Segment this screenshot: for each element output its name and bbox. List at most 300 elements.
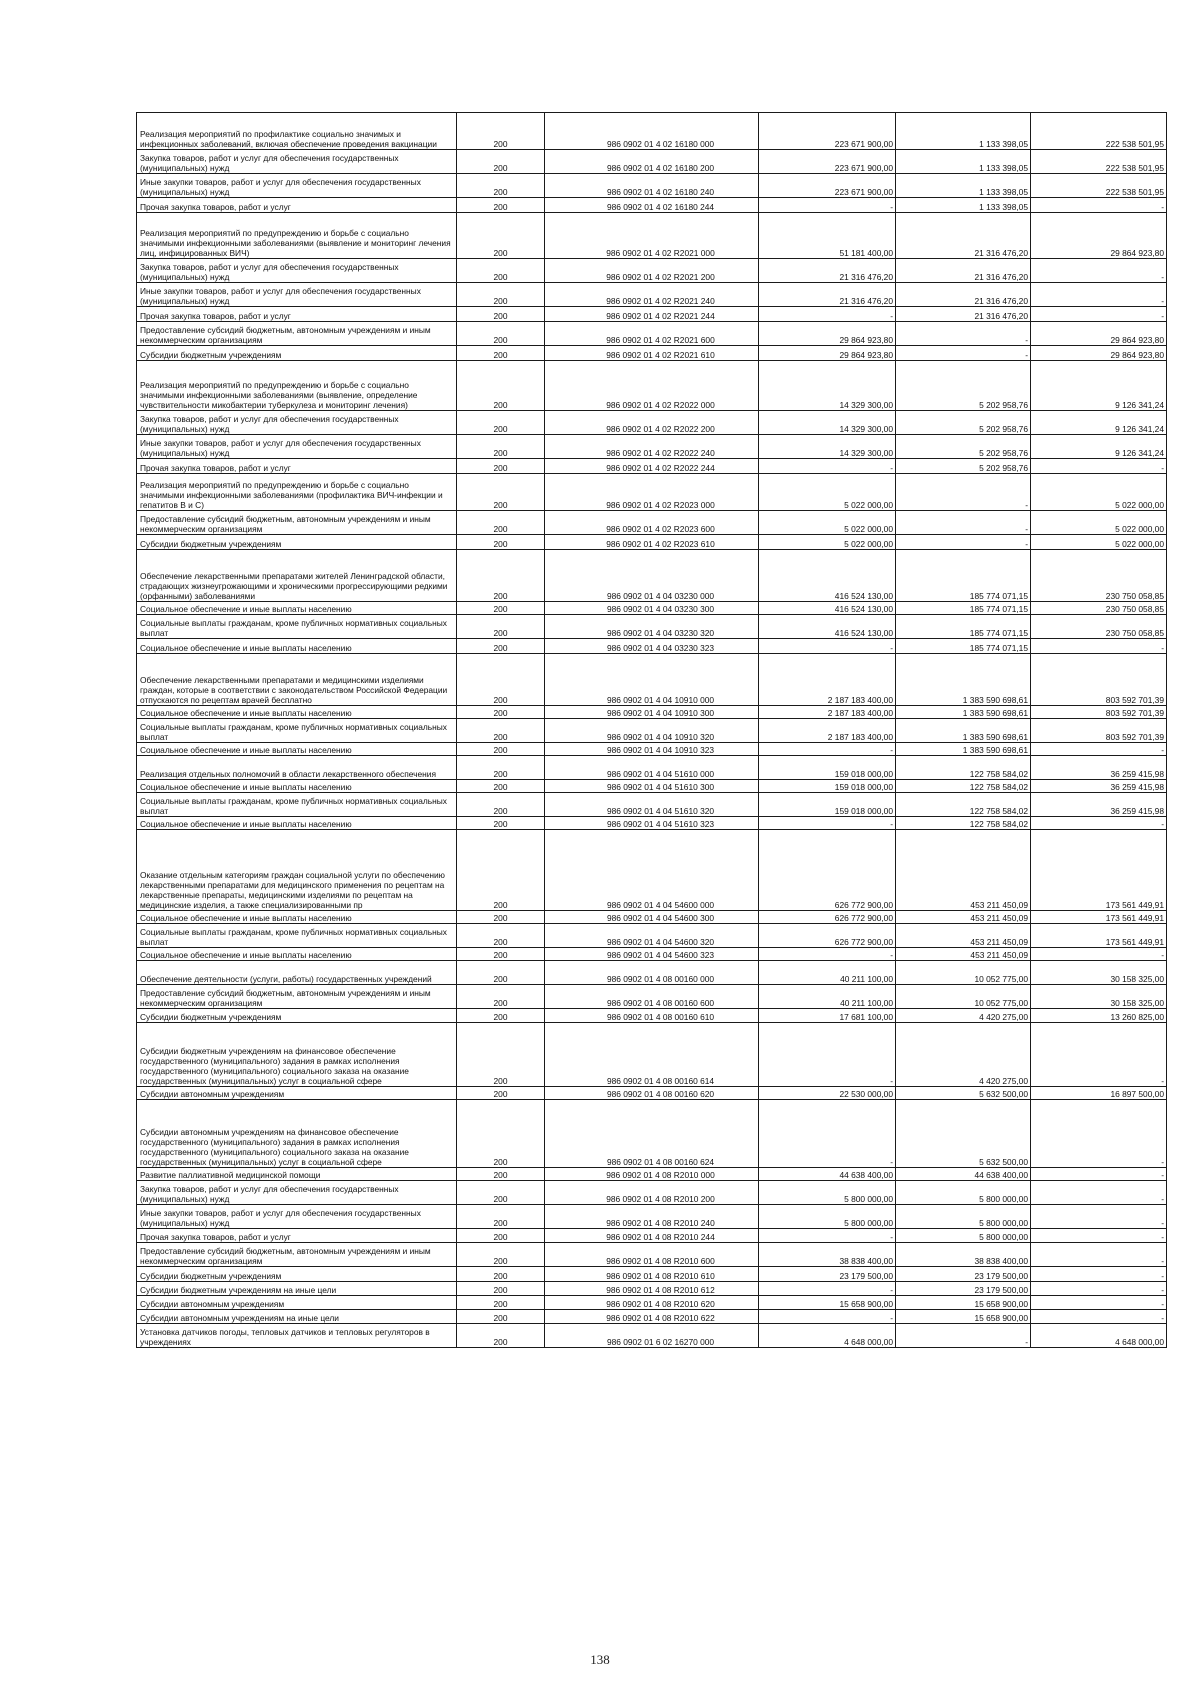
row-name: Реализация мероприятий по профилактике социально значимых и инфекционных заболеваний, включая обеспечение проведения вакцинации (137, 113, 457, 150)
row-approved-amount: 416 524 130,00 (759, 615, 896, 639)
row-type: 200 (457, 511, 545, 535)
row-approved-amount: 15 658 900,00 (759, 1296, 896, 1310)
row-type: 200 (457, 756, 545, 780)
table-row (137, 1009, 1167, 1023)
table-row (137, 1324, 1167, 1348)
row-name: Социальное обеспечение и иные выплаты населению (137, 817, 457, 830)
row-name: Субсидии бюджетным учреждениям (137, 1009, 457, 1023)
row-remaining-amount: 13 260 825,00 (1031, 1009, 1167, 1023)
table-row (137, 654, 1167, 706)
row-name: Иные закупки товаров, работ и услуг для обеспечения государственных (муниципальных) нужд (137, 174, 457, 198)
table-row (137, 743, 1167, 756)
row-executed-amount: 5 202 958,76 (896, 411, 1031, 435)
row-executed-amount: 185 774 071,15 (896, 639, 1031, 654)
row-approved-amount: 29 864 923,80 (759, 346, 896, 361)
row-type: 200 (457, 435, 545, 459)
row-remaining-amount: 36 259 415,98 (1031, 793, 1167, 817)
row-remaining-amount: - (1031, 1296, 1167, 1310)
row-executed-amount: 44 638 400,00 (896, 1168, 1031, 1181)
row-type: 200 (457, 1023, 545, 1087)
row-executed-amount: 5 800 000,00 (896, 1205, 1031, 1229)
row-code: 986 0902 01 4 04 03230 320 (545, 615, 759, 639)
row-type: 200 (457, 1310, 545, 1324)
row-approved-amount: - (759, 1100, 896, 1168)
table-row (137, 459, 1167, 474)
row-name: Обеспечение лекарственными препаратами жителей Ленинградской области, страдающих жизнеугрожающими и хроническими прогрессирующими редкими (орфанными) заболеваниями (137, 550, 457, 602)
row-remaining-amount: - (1031, 1023, 1167, 1087)
table-row (137, 361, 1167, 411)
row-type: 200 (457, 1267, 545, 1282)
row-remaining-amount: 230 750 058,85 (1031, 615, 1167, 639)
row-code: 986 0902 01 4 04 54600 323 (545, 948, 759, 961)
row-executed-amount: 1 133 398,05 (896, 150, 1031, 174)
row-code: 986 0902 01 4 08 00160 600 (545, 985, 759, 1009)
row-name: Прочая закупка товаров, работ и услуг (137, 1229, 457, 1243)
row-approved-amount: 626 772 900,00 (759, 911, 896, 924)
table-row (137, 639, 1167, 654)
row-executed-amount: 5 632 500,00 (896, 1100, 1031, 1168)
row-name: Социальные выплаты гражданам, кроме публичных нормативных социальных выплат (137, 615, 457, 639)
row-name: Реализация мероприятий по предупреждению и борьбе с социально значимыми инфекционными заболеваниями (выявление, определение чувствительности микобактерии туберкулеза и мониторинг лечения) (137, 361, 457, 411)
table-row (137, 1243, 1167, 1267)
row-code: 986 0902 01 4 04 10910 000 (545, 654, 759, 706)
row-remaining-amount: - (1031, 1243, 1167, 1267)
row-name: Иные закупки товаров, работ и услуг для обеспечения государственных (муниципальных) нужд (137, 1205, 457, 1229)
row-name: Субсидии бюджетным учреждениям на иные цели (137, 1282, 457, 1296)
table-row (137, 550, 1167, 602)
row-type: 200 (457, 1087, 545, 1100)
row-type: 200 (457, 411, 545, 435)
row-remaining-amount: - (1031, 459, 1167, 474)
row-approved-amount: 5 800 000,00 (759, 1181, 896, 1205)
row-code: 986 0902 01 4 08 R2010 240 (545, 1205, 759, 1229)
table-row (137, 150, 1167, 174)
table-row (137, 1229, 1167, 1243)
row-remaining-amount: 803 592 701,39 (1031, 719, 1167, 743)
table-row (137, 1310, 1167, 1324)
row-code: 986 0902 01 4 02 R2023 000 (545, 474, 759, 511)
row-type: 200 (457, 985, 545, 1009)
row-remaining-amount: 5 022 000,00 (1031, 474, 1167, 511)
row-type: 200 (457, 654, 545, 706)
table-row (137, 307, 1167, 322)
row-remaining-amount: 16 897 500,00 (1031, 1087, 1167, 1100)
row-name: Реализация отдельных полномочий в области лекарственного обеспечения (137, 756, 457, 780)
row-executed-amount: 4 420 275,00 (896, 1023, 1031, 1087)
row-code: 986 0902 01 4 08 R2010 200 (545, 1181, 759, 1205)
row-remaining-amount: 173 561 449,91 (1031, 924, 1167, 948)
row-code: 986 0902 01 4 08 R2010 244 (545, 1229, 759, 1243)
row-name: Прочая закупка товаров, работ и услуг (137, 198, 457, 213)
row-approved-amount: 626 772 900,00 (759, 830, 896, 911)
row-executed-amount: 10 052 775,00 (896, 985, 1031, 1009)
row-name: Закупка товаров, работ и услуг для обеспечения государственных (муниципальных) нужд (137, 150, 457, 174)
table-row (137, 213, 1167, 259)
row-approved-amount: 21 316 476,20 (759, 259, 896, 283)
row-name: Субсидии автономным учреждениям (137, 1087, 457, 1100)
row-name: Реализация мероприятий по предупреждению и борьбе с социально значимыми инфекционными заболеваниями (выявление и мониторинг лечения лиц, инфицированных ВИЧ) (137, 213, 457, 259)
row-type: 200 (457, 948, 545, 961)
row-name: Субсидии автономным учреждениям на иные цели (137, 1310, 457, 1324)
row-code: 986 0902 01 4 04 10910 323 (545, 743, 759, 756)
table-row (137, 474, 1167, 511)
row-type: 200 (457, 322, 545, 346)
row-type: 200 (457, 639, 545, 654)
row-remaining-amount: - (1031, 817, 1167, 830)
row-executed-amount: 23 179 500,00 (896, 1282, 1031, 1296)
row-remaining-amount: 222 538 501,95 (1031, 113, 1167, 150)
row-code: 986 0902 01 4 02 R2022 000 (545, 361, 759, 411)
row-code: 986 0902 01 4 08 R2010 610 (545, 1267, 759, 1282)
row-code: 986 0902 01 4 02 R2021 240 (545, 283, 759, 307)
row-approved-amount: 2 187 183 400,00 (759, 706, 896, 719)
row-approved-amount: 2 187 183 400,00 (759, 654, 896, 706)
row-executed-amount: 453 211 450,09 (896, 924, 1031, 948)
row-name: Предоставление субсидий бюджетным, автономным учреждениям и иным некоммерческим организациям (137, 511, 457, 535)
row-approved-amount: 416 524 130,00 (759, 602, 896, 615)
row-approved-amount: - (759, 817, 896, 830)
row-executed-amount: 5 202 958,76 (896, 361, 1031, 411)
row-approved-amount: 5 022 000,00 (759, 511, 896, 535)
table-row (137, 830, 1167, 911)
table-row (137, 756, 1167, 780)
row-executed-amount: 122 758 584,02 (896, 793, 1031, 817)
row-type: 200 (457, 283, 545, 307)
row-name: Прочая закупка товаров, работ и услуг (137, 307, 457, 322)
row-code: 986 0902 01 4 02 R2021 610 (545, 346, 759, 361)
row-type: 200 (457, 213, 545, 259)
row-name: Развитие паллиативной медицинской помощи (137, 1168, 457, 1181)
row-executed-amount: 185 774 071,15 (896, 550, 1031, 602)
row-executed-amount: 23 179 500,00 (896, 1267, 1031, 1282)
row-executed-amount: - (896, 322, 1031, 346)
row-executed-amount: 1 133 398,05 (896, 174, 1031, 198)
row-code: 986 0902 01 4 04 03230 300 (545, 602, 759, 615)
row-approved-amount: 2 187 183 400,00 (759, 719, 896, 743)
table-row (137, 924, 1167, 948)
table-row (137, 1181, 1167, 1205)
table-row (137, 283, 1167, 307)
row-name: Социальные выплаты гражданам, кроме публичных нормативных социальных выплат (137, 793, 457, 817)
row-type: 200 (457, 1282, 545, 1296)
table-row (137, 113, 1167, 150)
table-row (137, 535, 1167, 550)
row-approved-amount: - (759, 307, 896, 322)
row-name: Прочая закупка товаров, работ и услуг (137, 459, 457, 474)
table-row (137, 793, 1167, 817)
row-name: Субсидии бюджетным учреждениям (137, 346, 457, 361)
row-remaining-amount: 36 259 415,98 (1031, 756, 1167, 780)
row-executed-amount: 122 758 584,02 (896, 756, 1031, 780)
table-row (137, 322, 1167, 346)
table-row (137, 1296, 1167, 1310)
row-name: Субсидии бюджетным учреждениям (137, 535, 457, 550)
row-approved-amount: 159 018 000,00 (759, 756, 896, 780)
row-approved-amount: 416 524 130,00 (759, 550, 896, 602)
row-approved-amount: 4 648 000,00 (759, 1324, 896, 1348)
table-row (137, 1282, 1167, 1296)
row-approved-amount: - (759, 459, 896, 474)
row-remaining-amount: - (1031, 948, 1167, 961)
row-remaining-amount: 29 864 923,80 (1031, 213, 1167, 259)
row-code: 986 0902 01 4 02 R2021 244 (545, 307, 759, 322)
row-approved-amount: - (759, 1023, 896, 1087)
row-type: 200 (457, 706, 545, 719)
row-executed-amount: 122 758 584,02 (896, 817, 1031, 830)
row-approved-amount: 14 329 300,00 (759, 361, 896, 411)
row-approved-amount: 626 772 900,00 (759, 924, 896, 948)
row-remaining-amount: 222 538 501,95 (1031, 150, 1167, 174)
row-type: 200 (457, 346, 545, 361)
table-row (137, 780, 1167, 793)
row-approved-amount: 223 671 900,00 (759, 174, 896, 198)
row-code: 986 0902 01 4 04 51610 300 (545, 780, 759, 793)
row-code: 986 0902 01 4 02 R2022 200 (545, 411, 759, 435)
row-remaining-amount: 9 126 341,24 (1031, 435, 1167, 459)
row-name: Закупка товаров, работ и услуг для обеспечения государственных (муниципальных) нужд (137, 259, 457, 283)
row-remaining-amount: - (1031, 1205, 1167, 1229)
row-code: 986 0902 01 4 02 R2022 244 (545, 459, 759, 474)
row-approved-amount: 23 179 500,00 (759, 1267, 896, 1282)
row-approved-amount: 44 638 400,00 (759, 1168, 896, 1181)
row-remaining-amount: - (1031, 1100, 1167, 1168)
row-remaining-amount: 230 750 058,85 (1031, 550, 1167, 602)
row-remaining-amount: 5 022 000,00 (1031, 511, 1167, 535)
row-executed-amount: 5 202 958,76 (896, 459, 1031, 474)
row-type: 200 (457, 259, 545, 283)
row-name: Социальное обеспечение и иные выплаты населению (137, 780, 457, 793)
row-code: 986 0902 01 4 02 R2023 610 (545, 535, 759, 550)
row-code: 986 0902 01 4 02 16180 244 (545, 198, 759, 213)
table-row (137, 259, 1167, 283)
row-approved-amount: 5 022 000,00 (759, 535, 896, 550)
row-code: 986 0902 01 4 08 00160 620 (545, 1087, 759, 1100)
row-code: 986 0902 01 4 08 R2010 620 (545, 1296, 759, 1310)
row-executed-amount: 1 383 590 698,61 (896, 719, 1031, 743)
row-code: 986 0902 01 4 08 R2010 612 (545, 1282, 759, 1296)
table-row (137, 1100, 1167, 1168)
row-name: Субсидии автономным учреждениям (137, 1296, 457, 1310)
row-name: Реализация мероприятий по предупреждению и борьбе с социально значимыми инфекционными заболеваниями (профилактика ВИЧ-инфекции и гепатитов B и C) (137, 474, 457, 511)
row-name: Социальное обеспечение и иные выплаты населению (137, 743, 457, 756)
row-executed-amount: 185 774 071,15 (896, 615, 1031, 639)
row-name: Социальное обеспечение и иные выплаты населению (137, 639, 457, 654)
row-type: 200 (457, 817, 545, 830)
row-name: Закупка товаров, работ и услуг для обеспечения государственных (муниципальных) нужд (137, 1181, 457, 1205)
row-type: 200 (457, 1168, 545, 1181)
row-name: Социальные выплаты гражданам, кроме публичных нормативных социальных выплат (137, 924, 457, 948)
row-type: 200 (457, 1100, 545, 1168)
row-approved-amount: 159 018 000,00 (759, 780, 896, 793)
row-name: Установка датчиков погоды, тепловых датчиков и тепловых регуляторов в учреждениях (137, 1324, 457, 1348)
row-type: 200 (457, 550, 545, 602)
row-executed-amount: 185 774 071,15 (896, 602, 1031, 615)
row-code: 986 0902 01 4 04 03230 323 (545, 639, 759, 654)
row-approved-amount: 40 211 100,00 (759, 961, 896, 985)
row-code: 986 0902 01 4 08 00160 000 (545, 961, 759, 985)
row-executed-amount: 5 202 958,76 (896, 435, 1031, 459)
row-name: Социальное обеспечение и иные выплаты населению (137, 602, 457, 615)
row-type: 200 (457, 198, 545, 213)
table-row (137, 1205, 1167, 1229)
row-code: 986 0902 01 4 04 51610 000 (545, 756, 759, 780)
row-type: 200 (457, 924, 545, 948)
row-code: 986 0902 01 4 02 R2021 600 (545, 322, 759, 346)
row-approved-amount: 5 022 000,00 (759, 474, 896, 511)
row-approved-amount: - (759, 743, 896, 756)
table-row (137, 435, 1167, 459)
table-row (137, 719, 1167, 743)
row-code: 986 0902 01 4 08 R2010 600 (545, 1243, 759, 1267)
row-executed-amount: 1 383 590 698,61 (896, 654, 1031, 706)
row-type: 200 (457, 361, 545, 411)
row-executed-amount: - (896, 511, 1031, 535)
row-code: 986 0902 01 4 02 16180 000 (545, 113, 759, 150)
row-type: 200 (457, 535, 545, 550)
row-name: Предоставление субсидий бюджетным, автономным учреждениям и иным некоммерческим организациям (137, 985, 457, 1009)
row-remaining-amount: 9 126 341,24 (1031, 361, 1167, 411)
row-remaining-amount: - (1031, 259, 1167, 283)
row-remaining-amount: 36 259 415,98 (1031, 780, 1167, 793)
table-row (137, 911, 1167, 924)
row-approved-amount: 14 329 300,00 (759, 411, 896, 435)
row-type: 200 (457, 719, 545, 743)
row-remaining-amount: - (1031, 1267, 1167, 1282)
row-type: 200 (457, 602, 545, 615)
row-name: Субсидии бюджетным учреждениям на финансовое обеспечение государственного (муниципального) задания в рамках исполнения государственного (муниципального) социального заказа на оказание государственных (муниципальных) услуг в социальной сфере (137, 1023, 457, 1087)
row-executed-amount: 10 052 775,00 (896, 961, 1031, 985)
row-code: 986 0902 01 4 02 R2021 000 (545, 213, 759, 259)
row-remaining-amount: 9 126 341,24 (1031, 411, 1167, 435)
row-code: 986 0902 01 4 04 03230 000 (545, 550, 759, 602)
row-name: Субсидии автономным учреждениям на финансовое обеспечение государственного (муниципального) задания в рамках исполнения государственного (муниципального) социального заказа на оказание государственных (муниципальных) услуг в социальной сфере (137, 1100, 457, 1168)
row-code: 986 0902 01 6 02 16270 000 (545, 1324, 759, 1348)
row-code: 986 0902 01 4 04 51610 320 (545, 793, 759, 817)
row-name: Субсидии бюджетным учреждениям (137, 1267, 457, 1282)
row-executed-amount: - (896, 1324, 1031, 1348)
row-type: 200 (457, 961, 545, 985)
row-code: 986 0902 01 4 04 54600 300 (545, 911, 759, 924)
row-code: 986 0902 01 4 02 16180 240 (545, 174, 759, 198)
row-type: 200 (457, 474, 545, 511)
row-name: Предоставление субсидий бюджетным, автономным учреждениям и иным некоммерческим организациям (137, 1243, 457, 1267)
row-approved-amount: - (759, 1229, 896, 1243)
row-approved-amount: 38 838 400,00 (759, 1243, 896, 1267)
row-type: 200 (457, 1296, 545, 1310)
row-remaining-amount: 173 561 449,91 (1031, 911, 1167, 924)
row-executed-amount: 1 133 398,05 (896, 198, 1031, 213)
row-type: 200 (457, 615, 545, 639)
row-approved-amount: 223 671 900,00 (759, 150, 896, 174)
row-type: 200 (457, 307, 545, 322)
row-type: 200 (457, 150, 545, 174)
row-name: Социальное обеспечение и иные выплаты населению (137, 911, 457, 924)
row-remaining-amount: 5 022 000,00 (1031, 535, 1167, 550)
row-name: Оказание отдельным категориям граждан социальной услуги по обеспечению лекарственными препаратами для медицинского применения по рецептам на лекарственные препараты, медицинскими изделиями по рецептам на медицинские изделия, а также специализированными пр (137, 830, 457, 911)
row-name: Социальное обеспечение и иные выплаты населению (137, 706, 457, 719)
row-executed-amount: 21 316 476,20 (896, 213, 1031, 259)
row-remaining-amount: - (1031, 1310, 1167, 1324)
page-number: 138 (590, 1652, 610, 1667)
row-executed-amount: 5 800 000,00 (896, 1229, 1031, 1243)
row-executed-amount: 1 383 590 698,61 (896, 743, 1031, 756)
row-approved-amount: 223 671 900,00 (759, 113, 896, 150)
row-executed-amount: - (896, 474, 1031, 511)
row-remaining-amount: 4 648 000,00 (1031, 1324, 1167, 1348)
table-row (137, 961, 1167, 985)
row-approved-amount: 29 864 923,80 (759, 322, 896, 346)
row-remaining-amount: - (1031, 198, 1167, 213)
row-remaining-amount: - (1031, 1282, 1167, 1296)
row-executed-amount: 122 758 584,02 (896, 780, 1031, 793)
row-approved-amount: 14 329 300,00 (759, 435, 896, 459)
row-name: Предоставление субсидий бюджетным, автономным учреждениям и иным некоммерческим организациям (137, 322, 457, 346)
row-code: 986 0902 01 4 04 51610 323 (545, 817, 759, 830)
row-approved-amount: - (759, 1282, 896, 1296)
row-code: 986 0902 01 4 08 00160 614 (545, 1023, 759, 1087)
row-executed-amount: 453 211 450,09 (896, 911, 1031, 924)
row-executed-amount: 4 420 275,00 (896, 1009, 1031, 1023)
row-remaining-amount: 173 561 449,91 (1031, 830, 1167, 911)
table-row (137, 948, 1167, 961)
row-code: 986 0902 01 4 02 16180 200 (545, 150, 759, 174)
table-row (137, 1087, 1167, 1100)
row-executed-amount: 15 658 900,00 (896, 1296, 1031, 1310)
table-row (137, 198, 1167, 213)
row-name: Социальные выплаты гражданам, кроме публичных нормативных социальных выплат (137, 719, 457, 743)
row-executed-amount: - (896, 346, 1031, 361)
table-body (137, 113, 1167, 1348)
row-code: 986 0902 01 4 08 R2010 000 (545, 1168, 759, 1181)
row-type: 200 (457, 793, 545, 817)
row-executed-amount: 1 133 398,05 (896, 113, 1031, 150)
table-row (137, 511, 1167, 535)
row-remaining-amount: - (1031, 283, 1167, 307)
row-code: 986 0902 01 4 04 54600 000 (545, 830, 759, 911)
row-code: 986 0902 01 4 08 00160 610 (545, 1009, 759, 1023)
row-remaining-amount: - (1031, 1181, 1167, 1205)
row-remaining-amount: 30 158 325,00 (1031, 985, 1167, 1009)
table-row (137, 1168, 1167, 1181)
row-remaining-amount: 30 158 325,00 (1031, 961, 1167, 985)
row-remaining-amount: 230 750 058,85 (1031, 602, 1167, 615)
row-approved-amount: 21 316 476,20 (759, 283, 896, 307)
row-code: 986 0902 01 4 04 10910 300 (545, 706, 759, 719)
table-row (137, 706, 1167, 719)
row-code: 986 0902 01 4 02 R2021 200 (545, 259, 759, 283)
row-code: 986 0902 01 4 08 00160 624 (545, 1100, 759, 1168)
row-code: 986 0902 01 4 08 R2010 622 (545, 1310, 759, 1324)
row-remaining-amount: 222 538 501,95 (1031, 174, 1167, 198)
row-executed-amount: 1 383 590 698,61 (896, 706, 1031, 719)
table-row (137, 602, 1167, 615)
table-row (137, 174, 1167, 198)
row-code: 986 0902 01 4 04 54600 320 (545, 924, 759, 948)
row-code: 986 0902 01 4 02 R2022 240 (545, 435, 759, 459)
table-row (137, 1267, 1167, 1282)
table-row (137, 615, 1167, 639)
row-executed-amount: 21 316 476,20 (896, 259, 1031, 283)
table-row (137, 817, 1167, 830)
row-remaining-amount: - (1031, 639, 1167, 654)
row-executed-amount: 5 632 500,00 (896, 1087, 1031, 1100)
row-type: 200 (457, 911, 545, 924)
row-approved-amount: 5 800 000,00 (759, 1205, 896, 1229)
row-type: 200 (457, 1181, 545, 1205)
row-remaining-amount: - (1031, 1229, 1167, 1243)
row-remaining-amount: - (1031, 307, 1167, 322)
row-name: Обеспечение лекарственными препаратами и медицинскими изделиями граждан, которые в соответствии с законодательством Российской Федерации отпускаются по рецептам врачей бесплатно (137, 654, 457, 706)
